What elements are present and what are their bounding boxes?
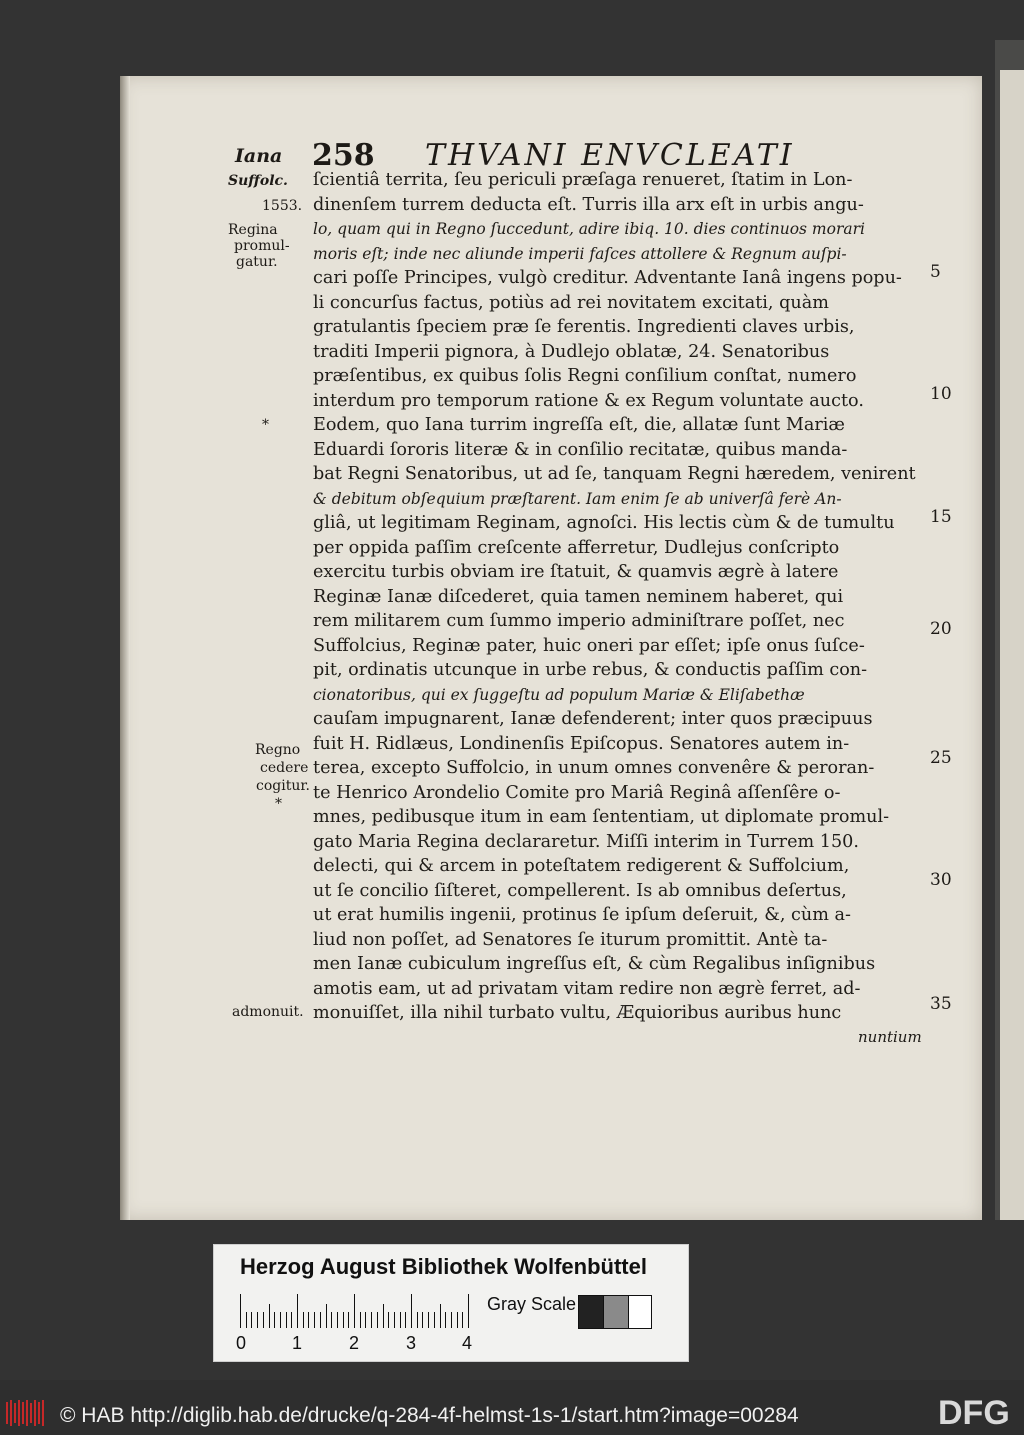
facing-page-sliver [1000, 70, 1024, 1220]
ruler-tick [269, 1304, 270, 1328]
margin-note-suffolc: Suffolc. [228, 173, 288, 189]
line-number-35: 35 [930, 994, 952, 1014]
text-line: men Ianæ cubiculum ingreſſus eſt, & cùm Regalibus inſignibus [313, 954, 876, 974]
margin-note-admonuit: admonuit. [232, 1004, 304, 1020]
ruler-tick [251, 1312, 252, 1328]
text-line: gratulantis ſpeciem præ ſe ferentis. Ingredienti claves urbis, [313, 317, 855, 337]
ruler-tick [348, 1312, 349, 1328]
text-line: per oppida paſſim creſcente afferretur, Dudlejus conſcripto [313, 537, 840, 558]
ruler-tick [468, 1294, 469, 1328]
text-line: cauſam impugnarent, Ianæ defenderent; inter quos præcipuus [313, 709, 873, 729]
ruler-label-4: 4 [462, 1333, 473, 1353]
ruler-label-2: 2 [349, 1333, 360, 1353]
text-line: delecti, qui & arcem in poteſtatem redigerent & Suffolcium, [313, 856, 850, 876]
text-line: Eodem, quo Iana turrim ingreſſa eſt, die, allatæ ſunt Mariæ [313, 415, 845, 435]
running-title: THVANI ENVCLEATI [425, 138, 795, 173]
line-number-15: 15 [930, 507, 952, 527]
ruler-tick [291, 1312, 292, 1328]
ruler-tick [240, 1294, 241, 1328]
text-line: fuit H. Ridlæus, Londinenſis Epiſcopus. Senatores autem in- [313, 733, 850, 754]
ruler-tick [417, 1312, 418, 1328]
text-line: terea, excepto Suffolcio, in unum omnes convenêre & peroran- [313, 758, 875, 778]
margin-note-regno: Regno [255, 742, 301, 758]
text-line: moris eſt; inde nec aliunde imperii faſces attollere & Regnum auſpi- [313, 244, 847, 263]
text-line: monuiſſet, illa nihil turbato vultu, Æquioribus auribus hunc [313, 1003, 842, 1023]
text-line: Suffolcius, Reginæ pater, huic oneri par eſſet; ipſe onus ſuſce- [313, 635, 865, 656]
ruler-tick [388, 1312, 389, 1328]
line-number-10: 10 [930, 384, 952, 404]
gray-swatch-white [628, 1295, 652, 1329]
copyright-link[interactable]: © HAB http://diglib.hab.de/drucke/q-284-4f-helmst-1s-1/start.htm?image=00284 [60, 1404, 799, 1427]
margin-note-year: 1553. [262, 198, 303, 214]
text-line: ut ſe concilio ſiſteret, compellerent. Is ab omnibus deſertus, [313, 880, 847, 901]
ruler-tick [360, 1312, 361, 1328]
text-line: mnes, pedibusque itum in eam ſententiam, ut diplomate promul- [313, 807, 890, 827]
text-line: præſentibus, ex quibus ſolis Regni conſilium conſtat, numero [313, 366, 857, 386]
margin-asterisk: * [262, 417, 269, 433]
ruler-tick [383, 1304, 384, 1328]
ruler-tick [405, 1312, 406, 1328]
ruler-tick [440, 1304, 441, 1328]
text-line: rem militarem cum ſummo imperio adminiſtrare poſſet, nec [313, 611, 845, 631]
ruler-tick [320, 1312, 321, 1328]
text-line: gato Maria Regina declararetur. Miſſi interim in Turrem 150. [313, 831, 859, 852]
text-line: gliâ, ut legitimam Reginam, agnoſci. His lectis cùm & de tumultu [313, 513, 895, 533]
ruler-tick [400, 1312, 401, 1328]
gray-swatch-mid [603, 1295, 629, 1329]
text-line: pit, ordinatis utcunque in urbe rebus, & conductis paſſim con- [313, 660, 868, 680]
ruler-tick [428, 1312, 429, 1328]
ruler-tick [365, 1312, 366, 1328]
text-line: cari poſſe Principes, vulgò creditur. Adventante Ianâ ingens popu- [313, 268, 902, 288]
ruler-tick [280, 1312, 281, 1328]
ruler-tick [337, 1312, 338, 1328]
margin-note-cogitur: cogitur. [256, 778, 310, 794]
header-margin-note: Iana [235, 145, 283, 167]
line-number-5: 5 [930, 262, 941, 282]
ruler-tick [303, 1312, 304, 1328]
text-line: dinenſem turrem deducta eſt. Turris illa arx eſt in urbis angu- [313, 194, 864, 215]
text-line: Reginæ Ianæ diſcederet, quia tamen neminem haberet, qui [313, 586, 844, 607]
library-card-title: Herzog August Bibliothek Wolfenbüttel [240, 1254, 647, 1279]
text-line: liud non poſſet, ad Senatores ſe iturum promittit. Antè ta- [313, 929, 828, 950]
page-number: 258 [312, 138, 375, 173]
ruler-tick [308, 1312, 309, 1328]
ruler-tick [314, 1312, 315, 1328]
margin-note-cedere: cedere [260, 760, 309, 776]
ruler-tick [331, 1312, 332, 1328]
ruler-tick [462, 1312, 463, 1328]
ruler-tick [263, 1312, 264, 1328]
ruler-label-1: 1 [292, 1333, 303, 1353]
dfg-logo: DFG [938, 1394, 1010, 1432]
ruler-tick [326, 1304, 327, 1328]
ruler-label-0: 0 [236, 1333, 247, 1353]
margin-note-gatur: gatur. [236, 254, 278, 270]
text-line: bat Regni Senatoribus, ut ad ſe, tanquam Regni hæredem, venirent [313, 464, 916, 484]
text-line: & debitum obſequium præſtarent. Iam enim ſe ab univerſâ ferè An- [313, 489, 842, 508]
measurement-ruler [240, 1292, 476, 1328]
text-line: amotis eam, ut ad privatam vitam redire non ægrè ferret, ad- [313, 978, 861, 999]
text-line: ut erat humilis ingenii, protinus ſe ipſum deſeruit, &, cùm a- [313, 905, 851, 925]
ruler-tick [354, 1294, 355, 1328]
ruler-tick [422, 1312, 423, 1328]
ruler-tick [451, 1312, 452, 1328]
margin-asterisk-2: * [275, 796, 282, 812]
ruler-tick [297, 1294, 298, 1328]
text-line: exercitu turbis obviam ire ſtatuit, & quamvis ægrè à latere [313, 562, 839, 582]
margin-note-promul: promul- [234, 238, 290, 254]
page-gutter-shadow [120, 76, 130, 1220]
ruler-tick [411, 1294, 412, 1328]
margin-note-regina: Regina [228, 222, 278, 238]
ruler-tick [286, 1312, 287, 1328]
ruler-tick [257, 1312, 258, 1328]
ruler-tick [343, 1312, 344, 1328]
text-line: interdum pro temporum ratione & ex Regum voluntate aucto. [313, 390, 864, 411]
line-number-20: 20 [930, 619, 952, 639]
ruler-tick [434, 1312, 435, 1328]
line-number-25: 25 [930, 748, 952, 768]
text-line: cionatoribus, qui ex ſuggeſtu ad populum Mariæ & Eliſabethæ [313, 685, 805, 704]
text-line: te Henrico Arondelio Comite pro Mariâ Reginâ aſſenſêre o- [313, 782, 841, 803]
hab-logo-icon [6, 1400, 48, 1432]
text-line: traditi Imperii pignora, à Dudlejo oblatæ, 24. Senatoribus [313, 341, 830, 362]
text-line: lo, quam qui in Regno ſuccedunt, adire ibiq. 10. dies continuos morari [313, 220, 865, 238]
gray-swatch-black [578, 1295, 604, 1329]
ruler-tick [377, 1312, 378, 1328]
ruler-tick [457, 1312, 458, 1328]
ruler-tick [394, 1312, 395, 1328]
ruler-tick [274, 1312, 275, 1328]
ruler-tick [246, 1312, 247, 1328]
catchword: nuntium [858, 1028, 922, 1046]
text-line: ſcientiâ territa, ſeu periculi præſaga renueret, ſtatim in Lon- [313, 170, 853, 190]
text-line: Eduardi ſororis literæ & in conſilio recitatæ, quibus manda- [313, 439, 848, 460]
ruler-label-3: 3 [406, 1333, 417, 1353]
text-line: li concurſus factus, potiùs ad rei novitatem excitati, quàm [313, 292, 829, 313]
ruler-tick [445, 1312, 446, 1328]
line-number-30: 30 [930, 870, 952, 890]
main-text-block [313, 168, 935, 1026]
ruler-tick [371, 1312, 372, 1328]
gray-scale-label: Gray Scale [487, 1294, 577, 1314]
